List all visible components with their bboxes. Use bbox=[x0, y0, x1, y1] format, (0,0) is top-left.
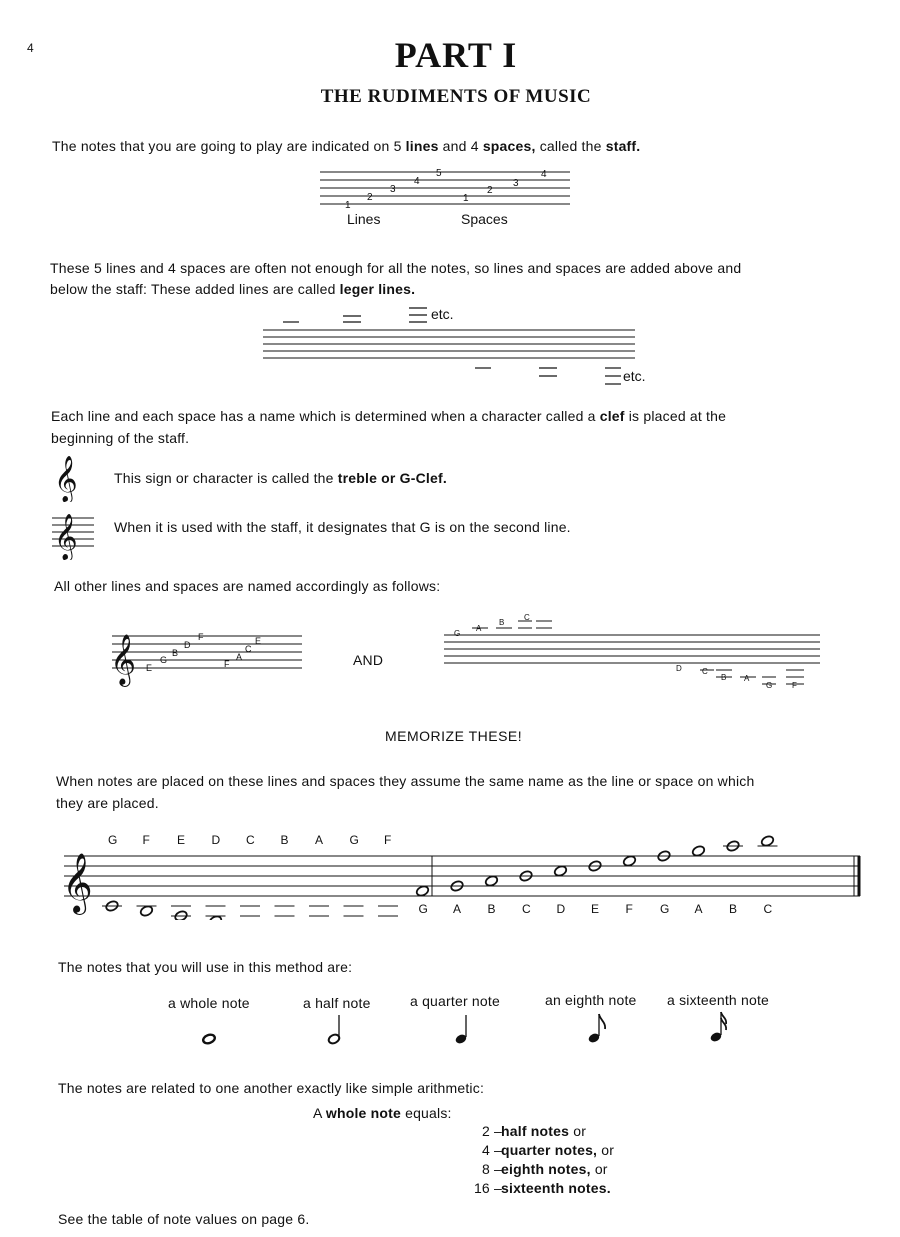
scale-name-bottom: B bbox=[487, 902, 496, 916]
staff-note-names-diagram bbox=[104, 620, 314, 690]
scale-name-top: G bbox=[108, 833, 118, 847]
line-number: 1 bbox=[345, 200, 351, 211]
scale-name-top: C bbox=[246, 833, 255, 847]
lines-label: Lines bbox=[347, 211, 381, 227]
scale-note bbox=[174, 910, 188, 920]
whole-note-icon bbox=[200, 1010, 220, 1050]
scale-name-bottom: A bbox=[694, 902, 703, 916]
whole-equals-line: A whole note equals: bbox=[313, 1105, 452, 1121]
note-letter: B bbox=[721, 673, 727, 682]
note-letter: B bbox=[499, 618, 505, 627]
note-letter: D bbox=[184, 640, 191, 650]
note-letter: B bbox=[172, 648, 179, 658]
treble-clef-text: This sign or character is called the treble or G-Clef. bbox=[114, 470, 447, 486]
note-scale-staff bbox=[60, 826, 870, 920]
notes-use-intro: The notes that you will use in this method are: bbox=[58, 959, 353, 975]
scale-note bbox=[208, 915, 222, 920]
svg-text:𝄞: 𝄞 bbox=[54, 456, 78, 502]
scale-name-bottom: C bbox=[763, 902, 773, 916]
intro-paragraph: The notes that you are going to play are indicated on 5 lines and 4 spaces, called the staff. bbox=[52, 138, 641, 154]
scale-name-top: E bbox=[177, 833, 186, 847]
space-number: 1 bbox=[463, 193, 469, 204]
treble-clef-staff-icon bbox=[50, 506, 100, 560]
svg-text:𝄞: 𝄞 bbox=[110, 634, 137, 685]
placed-paragraph-line1: When notes are placed on these lines and spaces they assume the same name as the line or space on which bbox=[56, 773, 755, 789]
scale-note bbox=[622, 855, 636, 868]
note-letter: A bbox=[236, 652, 243, 662]
note-letter: A bbox=[476, 624, 482, 633]
note-letter: F bbox=[792, 681, 797, 690]
note-letter: E bbox=[146, 663, 153, 673]
arith-intro: The notes are related to one another exactly like simple arithmetic: bbox=[58, 1080, 485, 1096]
half-note-label: a half note bbox=[303, 995, 371, 1011]
quarter-note-icon bbox=[453, 1012, 473, 1052]
sixteenth-note-label: a sixteenth note bbox=[667, 992, 770, 1008]
numbered-staff-diagram bbox=[315, 164, 585, 234]
line-number: 3 bbox=[390, 184, 396, 195]
svg-text:𝄞: 𝄞 bbox=[62, 853, 93, 913]
leger-paragraph-line1: These 5 lines and 4 spaces are often not enough for all the notes, so lines and spaces are added above and bbox=[50, 260, 742, 276]
scale-note bbox=[415, 885, 429, 898]
eighth-note-icon bbox=[586, 1010, 610, 1050]
clef-paragraph-line2: beginning of the staff. bbox=[51, 430, 190, 446]
scale-name-bottom: G bbox=[418, 902, 428, 916]
arith-count: 16 – bbox=[473, 1180, 502, 1196]
note-letter: G bbox=[160, 655, 168, 665]
scale-name-top: B bbox=[280, 833, 289, 847]
etc-above-label: etc. bbox=[431, 306, 454, 322]
scale-name-bottom: D bbox=[556, 902, 566, 916]
arith-item: quarter notes, or bbox=[501, 1142, 615, 1158]
leger-lines-diagram bbox=[255, 302, 675, 392]
note-letter: G bbox=[766, 681, 773, 690]
note-letter: C bbox=[245, 644, 252, 654]
scale-name-top: D bbox=[211, 833, 221, 847]
note-letter: D bbox=[676, 664, 682, 673]
footer-note: See the table of note values on page 6. bbox=[58, 1211, 310, 1227]
line-number: 2 bbox=[367, 192, 373, 203]
line-number: 4 bbox=[414, 176, 420, 187]
page-subtitle: THE RUDIMENTS OF MUSIC bbox=[320, 86, 592, 107]
scale-name-bottom: A bbox=[453, 902, 462, 916]
arith-item: eighth notes, or bbox=[501, 1161, 608, 1177]
note-letter: C bbox=[702, 667, 708, 676]
treble-clef-icon bbox=[52, 450, 92, 502]
leger-note-names-diagram bbox=[440, 612, 825, 694]
memorize-heading: MEMORIZE THESE! bbox=[385, 728, 523, 744]
scale-name-top: F bbox=[384, 833, 392, 847]
scale-name-top: F bbox=[142, 833, 150, 847]
eighth-note-label: an eighth note bbox=[545, 992, 637, 1008]
arith-item: sixteenth notes. bbox=[501, 1180, 611, 1196]
scale-note bbox=[691, 845, 705, 858]
arith-count: 4 – bbox=[481, 1142, 502, 1158]
clef-paragraph-line1: Each line and each space has a name which is determined when a character called a clef is placed at the bbox=[51, 408, 727, 424]
note-letter: G bbox=[454, 629, 461, 638]
scale-name-bottom: G bbox=[660, 902, 670, 916]
scale-note bbox=[553, 865, 567, 878]
scale-note bbox=[484, 875, 498, 888]
scale-name-top: G bbox=[349, 833, 359, 847]
and-label: AND bbox=[353, 652, 384, 668]
page-title: PART I bbox=[394, 35, 518, 75]
quarter-note-label: a quarter note bbox=[410, 993, 500, 1009]
space-number: 2 bbox=[487, 185, 493, 196]
svg-text:𝄞: 𝄞 bbox=[54, 514, 78, 560]
note-letter: A bbox=[744, 674, 750, 683]
g-second-line-text: When it is used with the staff, it designates that G is on the second line. bbox=[114, 519, 571, 535]
note-letter: C bbox=[524, 613, 530, 622]
arith-item: half notes or bbox=[501, 1123, 587, 1139]
arith-count: 2 – bbox=[481, 1123, 502, 1139]
scale-name-bottom: C bbox=[522, 902, 531, 916]
others-text: All other lines and spaces are named accordingly as follows: bbox=[54, 578, 441, 594]
scale-name-top: A bbox=[315, 833, 324, 847]
scale-note bbox=[139, 905, 153, 918]
placed-paragraph-line2: they are placed. bbox=[56, 795, 159, 811]
scale-name-bottom: E bbox=[591, 902, 600, 916]
sixteenth-note-icon bbox=[708, 1008, 732, 1048]
leger-paragraph-line2: below the staff: These added lines are called leger lines. bbox=[50, 281, 416, 297]
etc-below-label: etc. bbox=[623, 368, 646, 384]
whole-note-label: a whole note bbox=[168, 995, 250, 1011]
line-number: 5 bbox=[436, 168, 442, 179]
scale-note bbox=[760, 835, 774, 848]
note-letter: E bbox=[255, 636, 262, 646]
half-note-icon bbox=[326, 1012, 346, 1052]
space-number: 3 bbox=[513, 178, 519, 189]
scale-name-bottom: F bbox=[625, 902, 633, 916]
space-number: 4 bbox=[541, 169, 547, 180]
scale-name-bottom: B bbox=[729, 902, 738, 916]
arith-count: 8 – bbox=[481, 1161, 502, 1177]
page-number: 4 bbox=[27, 41, 34, 55]
note-letter: F bbox=[198, 632, 204, 642]
spaces-label: Spaces bbox=[461, 211, 508, 227]
note-letter: F bbox=[224, 659, 230, 669]
